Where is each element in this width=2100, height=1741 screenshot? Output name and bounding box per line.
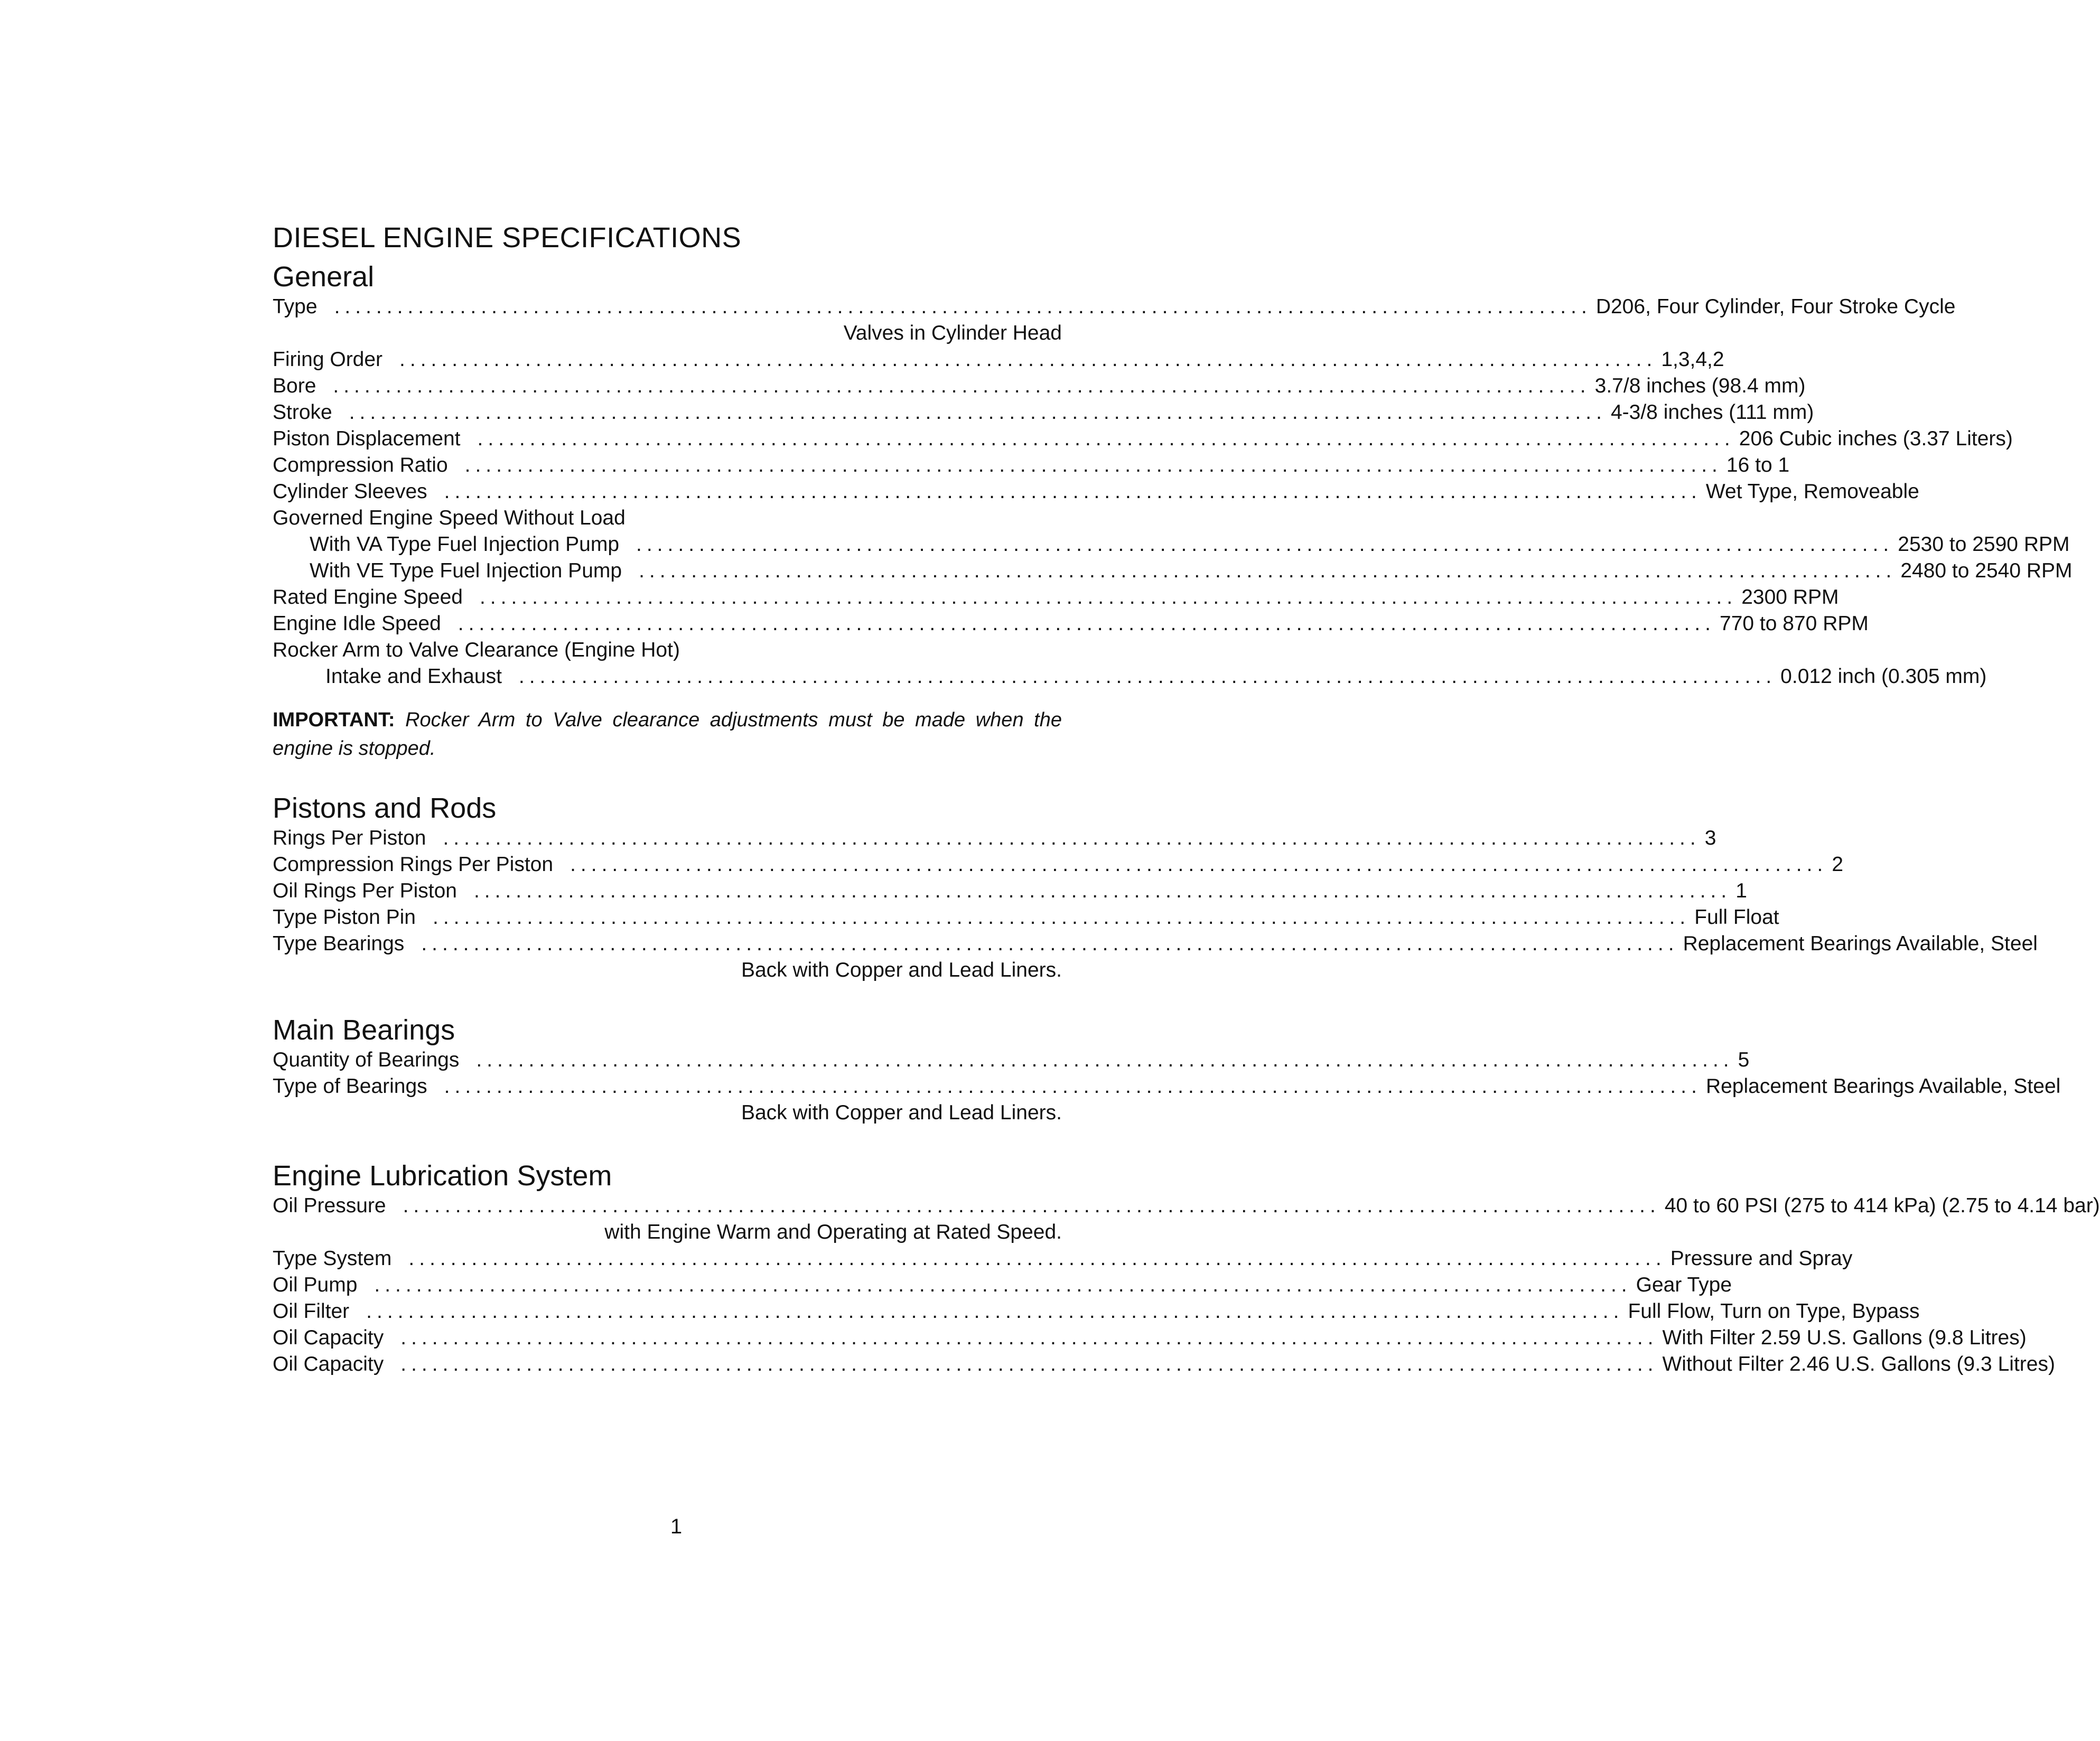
spec-value: D206, Four Cylinder, Four Stroke Cycle — [1595, 295, 1956, 318]
leader-dots: ........................................................................................................................ — [518, 665, 1777, 688]
spec-value: Without Filter 2.46 U.S. Gallons (9.3 Litres) — [1662, 1353, 2055, 1375]
spec-group-label-rocker-clearance: Rocker Arm to Valve Clearance (Engine Hot) — [273, 639, 680, 661]
spec-row-stroke — [273, 399, 1814, 426]
section-lubrication — [273, 1159, 2100, 1378]
leader-dots: ........................................................................................................................ — [444, 1075, 1702, 1098]
leader-dots: ........................................................................................................................ — [639, 559, 1897, 582]
spec-row-firing-order — [273, 347, 1724, 373]
spec-row-ve-pump — [273, 558, 2073, 584]
spec-label: Intake and Exhaust — [325, 665, 502, 688]
spec-label: Oil Pressure — [273, 1194, 386, 1217]
spec-label: Type Bearings — [273, 932, 405, 955]
leader-dots: ........................................................................................................................ — [366, 1300, 1624, 1323]
spec-label: Piston Displacement — [273, 427, 461, 450]
spec-value: 3.7/8 inches (98.4 mm) — [1594, 375, 1806, 397]
spec-row-type-bearings — [273, 931, 2038, 957]
leader-dots: ........................................................................................................................ — [473, 879, 1732, 902]
spec-label: Type of Bearings — [273, 1075, 427, 1098]
page-number: 1 — [670, 1515, 683, 1538]
spec-value: 2 — [1832, 853, 1844, 876]
spec-label: Rings Per Piston — [273, 827, 426, 849]
spec-value: Gear Type — [1636, 1274, 1732, 1296]
spec-row-rated-speed — [273, 584, 1839, 611]
leader-dots: ........................................................................................................................ — [570, 853, 1828, 876]
spec-value: Replacement Bearings Available, Steel — [1705, 1075, 2061, 1098]
leader-dots: ........................................................................................................................ — [334, 295, 1592, 318]
spec-value: 1 — [1735, 879, 1747, 902]
spec-label: Oil Capacity — [273, 1353, 384, 1375]
spec-value: Full Flow, Turn on Type, Bypass — [1628, 1300, 1920, 1323]
leader-dots: ........................................................................................................................ — [400, 1326, 1658, 1349]
important-note — [273, 706, 1062, 763]
spec-row-oil-filter — [273, 1298, 1920, 1325]
leader-dots: ........................................................................................................................ — [477, 427, 1735, 450]
leader-dots: ........................................................................................................................ — [479, 586, 1738, 609]
spec-label: Bore — [273, 375, 316, 397]
spec-row-compression-rings — [273, 851, 1844, 878]
leader-dots: ........................................................................................................................ — [408, 1247, 1666, 1270]
spec-row-quantity-bearings — [273, 1047, 1750, 1073]
spec-row-type — [273, 294, 1956, 320]
spec-value: 40 to 60 PSI (275 to 414 kPa) (2.75 to 4.14 bar) — [1664, 1194, 2100, 1217]
spec-label: With VE Type Fuel Injection Pump — [310, 559, 622, 582]
spec-row-piston-pin — [273, 904, 1779, 931]
leader-dots: ........................................................................................................................ — [349, 401, 1607, 424]
spec-row-type-system — [273, 1246, 1853, 1272]
spec-value-continuation: Back with Copper and Lead Liners. — [741, 1101, 1062, 1124]
spec-row-oil-pump — [273, 1272, 1732, 1298]
important-label: IMPORTANT: — [273, 709, 395, 731]
spec-row-rings-per-piston — [273, 825, 1716, 851]
spec-row-oil-capacity-with-filter — [273, 1325, 2027, 1351]
spec-row-type-of-bearings — [273, 1073, 2061, 1100]
leader-dots: ........................................................................................................................ — [444, 480, 1702, 503]
section-pistons-and-rods — [273, 791, 2038, 984]
page-title: DIESEL ENGINE SPECIFICATIONS — [273, 222, 742, 254]
spec-value: 16 to 1 — [1726, 454, 1790, 476]
section-main-bearings — [273, 1013, 2061, 1126]
section-general — [273, 260, 2073, 690]
leader-dots: ........................................................................................................................ — [476, 1049, 1734, 1071]
spec-label: Oil Pump — [273, 1274, 358, 1296]
leader-dots: ........................................................................................................................ — [464, 454, 1722, 476]
spec-row-intake-exhaust — [273, 663, 1987, 690]
spec-row-piston-displacement — [273, 426, 2013, 452]
spec-value: 2530 to 2590 RPM — [1898, 533, 2070, 556]
spec-value: 4-3/8 inches (111 mm) — [1610, 401, 1814, 424]
spec-label: Firing Order — [273, 348, 383, 371]
spec-row-oil-capacity-without-filter — [273, 1351, 2055, 1378]
spec-label: Oil Rings Per Piston — [273, 879, 457, 902]
spec-label: Compression Ratio — [273, 454, 448, 476]
spec-value: 1,3,4,2 — [1661, 348, 1724, 371]
spec-value: With Filter 2.59 U.S. Gallons (9.8 Litres) — [1662, 1326, 2027, 1349]
spec-value: 770 to 870 RPM — [1720, 612, 1869, 635]
spec-value-continuation: with Engine Warm and Operating at Rated Speed. — [604, 1221, 1062, 1243]
section-heading-pistons: Pistons and Rods — [273, 792, 497, 824]
spec-label: Compression Rings Per Piston — [273, 853, 554, 876]
spec-value: 3 — [1704, 827, 1716, 849]
leader-dots: ........................................................................................................................ — [458, 612, 1716, 635]
leader-dots: ........................................................................................................................ — [432, 906, 1691, 929]
spec-value: Pressure and Spray — [1670, 1247, 1853, 1270]
leader-dots: ........................................................................................................................ — [400, 1353, 1658, 1375]
spec-label: Rated Engine Speed — [273, 586, 463, 609]
spec-value: 0.012 inch (0.305 mm) — [1780, 665, 1987, 688]
leader-dots: ........................................................................................................................ — [636, 533, 1894, 556]
spec-row-compression-ratio — [273, 452, 1790, 479]
spec-label: With VA Type Fuel Injection Pump — [310, 533, 620, 556]
section-heading-main-bearings: Main Bearings — [273, 1014, 455, 1046]
spec-value: Replacement Bearings Available, Steel — [1683, 932, 2038, 955]
leader-dots: ........................................................................................................................ — [443, 827, 1701, 849]
section-heading-lubrication: Engine Lubrication System — [273, 1160, 612, 1192]
spec-value: Full Float — [1694, 906, 1779, 929]
spec-row-bore — [273, 373, 1806, 399]
leader-dots: ........................................................................................................................ — [399, 348, 1657, 371]
spec-value-continuation: Valves in Cylinder Head — [843, 322, 1062, 344]
leader-dots: ........................................................................................................................ — [403, 1194, 1660, 1217]
leader-dots: ........................................................................................................................ — [374, 1274, 1632, 1296]
spec-row-va-pump — [273, 531, 2070, 558]
spec-label: Stroke — [273, 401, 332, 424]
spec-label: Type System — [273, 1247, 392, 1270]
spec-value-continuation: Back with Copper and Lead Liners. — [741, 959, 1062, 981]
leader-dots: ........................................................................................................................ — [333, 375, 1591, 397]
spec-row-cylinder-sleeves — [273, 479, 1919, 505]
spec-row-oil-rings — [273, 878, 1747, 904]
spec-value: 2300 RPM — [1741, 586, 1839, 609]
spec-row-oil-pressure — [273, 1193, 2100, 1219]
spec-label: Cylinder Sleeves — [273, 480, 427, 503]
spec-value: Wet Type, Removeable — [1705, 480, 1919, 503]
important-text: Rocker Arm to Valve clearance adjustments must be made when the engine is stopped. — [273, 709, 1062, 760]
spec-label: Oil Capacity — [273, 1326, 384, 1349]
spec-label: Type Piston Pin — [273, 906, 416, 929]
spec-value: 206 Cubic inches (3.37 Liters) — [1739, 427, 2013, 450]
spec-label: Oil Filter — [273, 1300, 350, 1323]
spec-row-idle-speed — [273, 611, 1869, 637]
spec-value: 5 — [1738, 1049, 1750, 1071]
spec-value: 2480 to 2540 RPM — [1900, 559, 2073, 582]
spec-label: Type — [273, 295, 318, 318]
spec-label: Quantity of Bearings — [273, 1049, 460, 1071]
spec-group-label-governed-speed: Governed Engine Speed Without Load — [273, 507, 626, 529]
section-heading-general: General — [273, 261, 375, 293]
leader-dots: ........................................................................................................................ — [421, 932, 1679, 955]
spec-page — [273, 216, 2100, 1378]
spec-label: Engine Idle Speed — [273, 612, 441, 635]
